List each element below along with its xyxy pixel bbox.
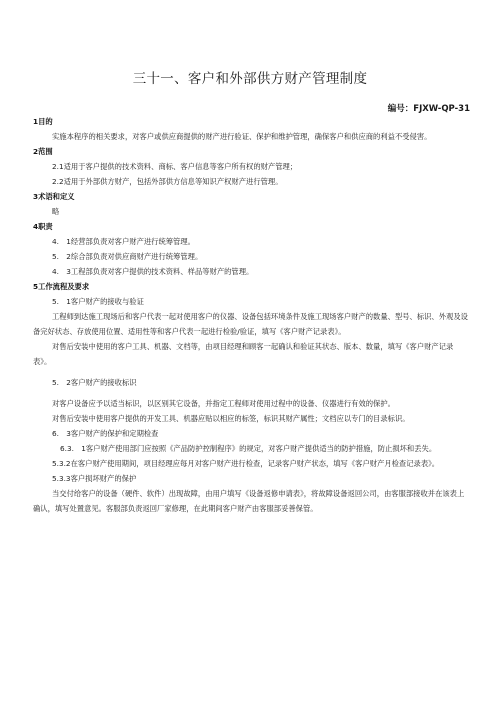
paragraph: 工程师到达施工现场后和客户代表一起对使用客户的仪器、设备包括环境条件及施工现场客户财产的数量、型号、标识、外观及设备完好状态、存放使用位置、适用性等和客户代表一起进行检验/验证，填写《客户财产记录表》。 — [33, 312, 468, 336]
paragraph: 对售后安装中使用客户提供的开发工具、机器应贴以相应的标签，标识其财产属性；文档应以专门的目录标识。 — [52, 414, 410, 423]
subsection-title: 5.3.3客户损坏财产的保护 — [52, 474, 137, 483]
list-item: 4. 3工程部负责对客户提供的技术资料、样品等财产的管理。 — [52, 267, 254, 276]
list-item: 5. 2综合部负责对供应商财产进行统筹管理。 — [52, 252, 203, 261]
paragraph: 6.3. 1客户财产使用部门应按照《产品防护控制程序》的规定，对客户财产提供适当的防护措施，防止损坏和丢失。 — [60, 444, 437, 453]
section-heading-terms: 3术语和定义 — [33, 192, 75, 201]
paragraph: 对客户设备应予以适当标识，以区别其它设备，并指定工程师对使用过程中的设备、仪器进行有效的保护。 — [52, 399, 395, 408]
paragraph: 略 — [52, 207, 60, 216]
document-number: 编号：FJXW-QP-31 — [387, 104, 470, 114]
section-heading-purpose: 1目的 — [33, 117, 53, 126]
subsection-title: 5. 1客户财产的接收与验证 — [52, 297, 144, 306]
paragraph: 5.3.2在客户财产使用期间，项目经理应每月对客户财产进行检查，记录客户财产状态，填写《客户财产月检查记录表》。 — [52, 459, 440, 468]
section-heading-scope: 2范围 — [33, 147, 53, 156]
list-item: 4. 1经营部负责对客户财产进行统筹管理。 — [52, 237, 195, 246]
list-item: 2.2适用于外部供方财产，包括外部供方信息等知识产权财产进行管理。 — [52, 177, 283, 186]
paragraph: 实施本程序的相关要求，对客户或供应商提供的财产进行验证、保护和维护管理，确保客户和供应商的利益不受侵害。 — [52, 132, 432, 141]
subsection-title: 5. 2客户财产的接收标识 — [52, 378, 137, 387]
section-heading-duties: 4职责 — [33, 222, 53, 231]
paragraph: 当交付给客户的设备（硬件、软件）出现故障，由用户填写《设备返修申请表》，将故障设备返回公司，由客服部接收并在该表上确认，填写处置意见。客服部负责返回厂家修理，在此期间客户财产由客服部妥善保管。 — [33, 489, 465, 513]
list-item: 2.1适用于客户提供的技术资料、商标、客户信息等客户所有权的财产管理； — [52, 162, 298, 171]
paragraph: 对售后安装中使用的客户工具、机器、文档等，由项目经理和顾客一起确认和验证其状态、版本、数量，填写《客户财产记录表》。 — [33, 342, 454, 366]
document-title: 三十一、客户和外部供方财产管理制度 — [132, 71, 368, 87]
subsection-title: 6. 3客户财产的保护和定期检查 — [52, 429, 159, 438]
section-heading-process: 5工作流程及要求 — [33, 282, 90, 291]
document-body — [33, 114, 470, 516]
